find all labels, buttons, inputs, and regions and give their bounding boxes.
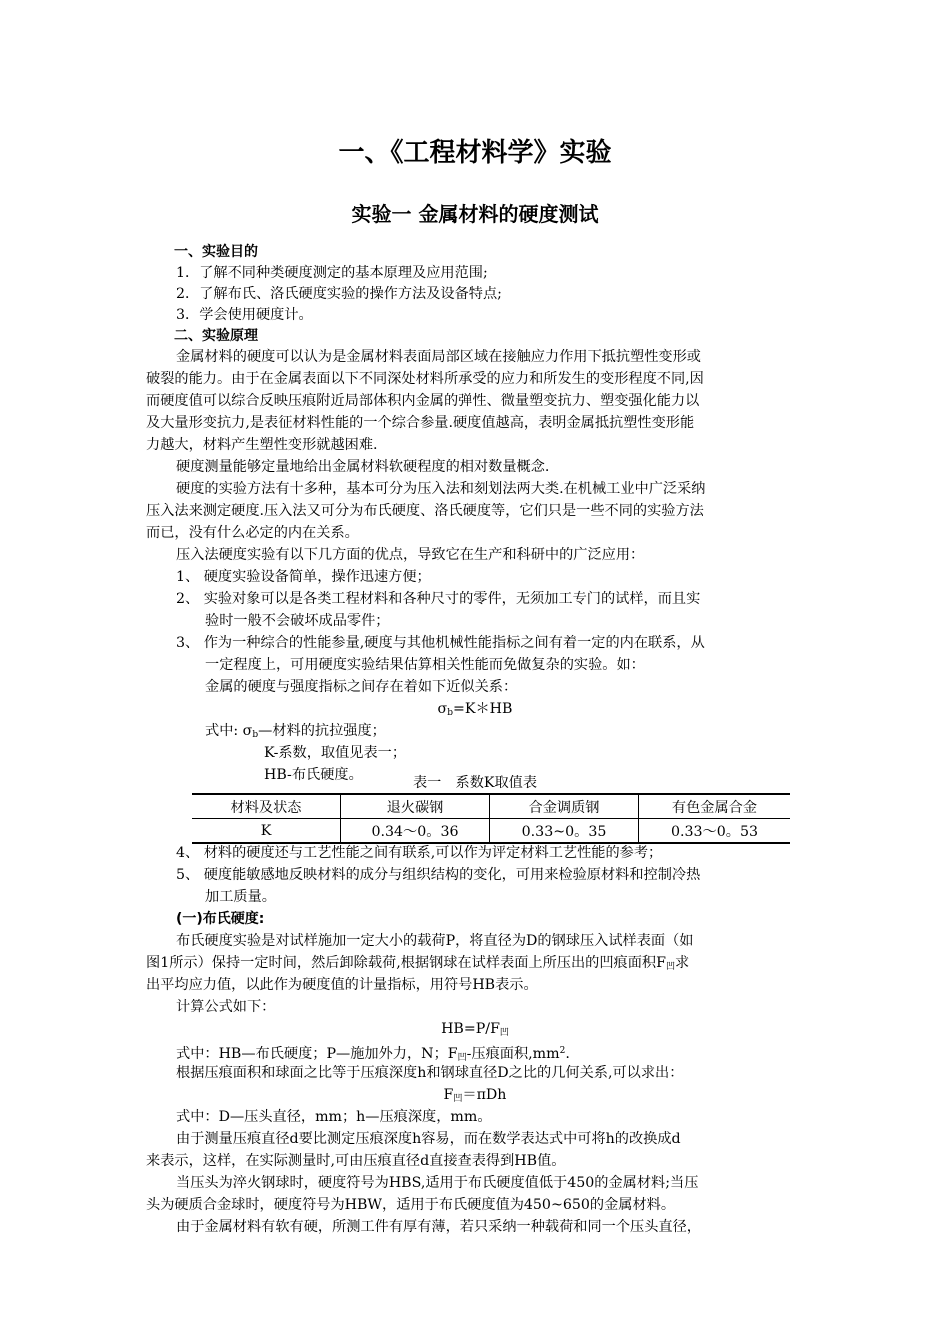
paragraph-line: 硬度测量能够定量地给出金属材料软硬程度的相对数量概念. <box>176 459 550 475</box>
list-item-3-cont: 一定程度上，可用硬度实验结果估算相关性能而免做复杂的实验。如： <box>205 657 645 673</box>
purpose-item-3: 3．学会使用硬度计。 <box>176 307 313 323</box>
table-header-cell: 材料及状态 <box>192 794 341 819</box>
list-item-5-cont: 加工质量。 <box>205 889 276 905</box>
paragraph-line: 金属材料的硬度可以认为是金属材料表面局部区域在接触应力作用下抵抗塑性变形或 <box>176 349 701 365</box>
paragraph-line: 布氏硬度实验是对试样施加一定大小的载荷P，将直径为D的钢球压入试样表面（如 <box>176 933 694 949</box>
list-item-3: 3、 作为一种综合的性能参量,硬度与其他机械性能指标之间有着一定的内在联系，从 <box>176 635 705 651</box>
paragraph-line: 计算公式如下： <box>176 999 276 1015</box>
formula-area: $F_凹=\pi Dh$ <box>443 1087 507 1104</box>
k-value-table <box>192 793 790 844</box>
paragraph-line: 压入法硬度实验有以下几方面的优点，导致它在生产和科研中的广泛应用： <box>176 547 645 563</box>
table-cell: 0.33～0。53 <box>639 819 791 844</box>
table-cell: K <box>192 819 341 844</box>
table-header-cell: 有色金属合金 <box>639 794 791 819</box>
paragraph-line: 硬度的实验方法有十多种，基本可分为压入法和刻划法两大类.在机械工业中广泛采纳 <box>176 481 706 497</box>
purpose-item-1: 1．了解不同种类硬度测定的基本原理及应用范围; <box>176 265 488 281</box>
paragraph-line: 由于金属材料有软有硬，所测工件有厚有薄，若只采纳一种载荷和同一个压头直径， <box>176 1219 701 1235</box>
list-item-2-cont: 验时一般不会破坏成品零件； <box>205 613 390 629</box>
paragraph-line: 来表示，这样，在实际测量时,可由压痕直径d直接查表得到HB值。 <box>146 1153 566 1169</box>
formula-legend-2: K-系数，取值见表一； <box>264 745 407 761</box>
paragraph-line: 及大量形变抗力,是表征材料性能的一个综合参量.硬度值越高，表明金属抵抗塑性变形能 <box>146 415 695 431</box>
list-item-1: 1、 硬度实验设备简单，操作迅速方便； <box>176 569 431 585</box>
paragraph-line: 由于测量压痕直径d要比测定压痕深度h容易，而在数学表达式中可将h的改换成d <box>176 1131 681 1147</box>
section-heading-brinell: (一)布氏硬度: <box>176 911 265 927</box>
paragraph-line: 而已，没有什么必定的内在关系。 <box>146 525 359 541</box>
paragraph-line: 出平均应力值，以此作为硬度值的计量指标，用符号HB表示。 <box>146 977 538 993</box>
section-heading-purpose: 一、实验目的 <box>174 244 258 260</box>
paragraph-line: 破裂的能力。由于在金属表面以下不同深处材料所承受的应力和所发生的变形程度不同,因 <box>146 371 704 387</box>
table-cell: 0.34～0。36 <box>341 819 490 844</box>
table-header-cell: 合金调质钢 <box>490 794 639 819</box>
paragraph-line: 式中：D—压头直径，mm；h—压痕深度，mm。 <box>176 1109 492 1125</box>
paragraph-line: 力越大，材料产生塑性变形就越困难. <box>146 437 378 453</box>
purpose-item-2: 2．了解布氏、洛氏硬度实验的操作方法及设备特点; <box>176 286 502 302</box>
experiment-title: 实验一 金属材料的硬度测试 <box>351 202 599 226</box>
table-row <box>192 819 790 844</box>
table-cell: 0.33~0。35 <box>490 819 639 844</box>
table-caption: 表一 系数K取值表 <box>412 775 538 791</box>
formula-hb: $HB=P/F_凹$ <box>441 1021 509 1038</box>
list-item-2: 2、 实验对象可以是各类工程材料和各种尺寸的零件，无须加工专门的试样，而且实 <box>176 591 701 607</box>
paragraph-line: 式中：HB—布氏硬度；P—施加外力，N；$F_凹-$压痕面积$,mm^2$. <box>176 1046 570 1063</box>
paragraph-line: 金属的硬度与强度指标之间存在着如下近似关系： <box>205 679 518 695</box>
formula-legend-1: 式中: $\sigma_b—$材料的抗拉强度； <box>205 723 386 740</box>
table-header-cell: 退火碳钢 <box>341 794 490 819</box>
paragraph-line: 头为硬质合金球时，硬度符号为HBW，适用于布氏硬度值为450~650的金属材料。 <box>146 1197 676 1213</box>
paragraph-line: 当压头为淬火钢球时，硬度符号为HBS,适用于布氏硬度值低于450的金属材料;当压 <box>176 1175 699 1191</box>
table-header-row <box>192 794 790 819</box>
list-item-5: 5、 硬度能敏感地反映材料的成分与组织结构的变化，可用来检验原材料和控制冷热 <box>176 867 701 883</box>
paragraph-line: 而硬度值可以综合反映压痕附近局部体积内金属的弹性、微量塑变抗力、塑变强化能力以 <box>146 393 700 409</box>
section-heading-principle: 二、实验原理 <box>174 328 258 344</box>
formula-strength: $\sigma_b=K*HB$ <box>437 701 513 718</box>
page-title: 一、《工程材料学》实验 <box>338 138 612 168</box>
paragraph-line: 压入法来测定硬度.压入法又可分为布氏硬度、洛氏硬度等，它们只是一些不同的实验方法 <box>146 503 704 519</box>
paragraph-line: 图1所示）保持一定时间，然后卸除载荷,根据钢球在试样表面上所压出的凹痕面积$F_凹$求 <box>146 955 690 972</box>
paragraph-line: 根据压痕面积和球面之比等于压痕深度h和钢球直径D之比的几何关系,可以求出： <box>176 1065 684 1081</box>
formula-legend-3: HB-布氏硬度。 <box>264 767 363 783</box>
list-item-4: 4、 材料的硬度还与工艺性能之间有联系,可以作为评定材料工艺性能的参考； <box>176 845 663 861</box>
